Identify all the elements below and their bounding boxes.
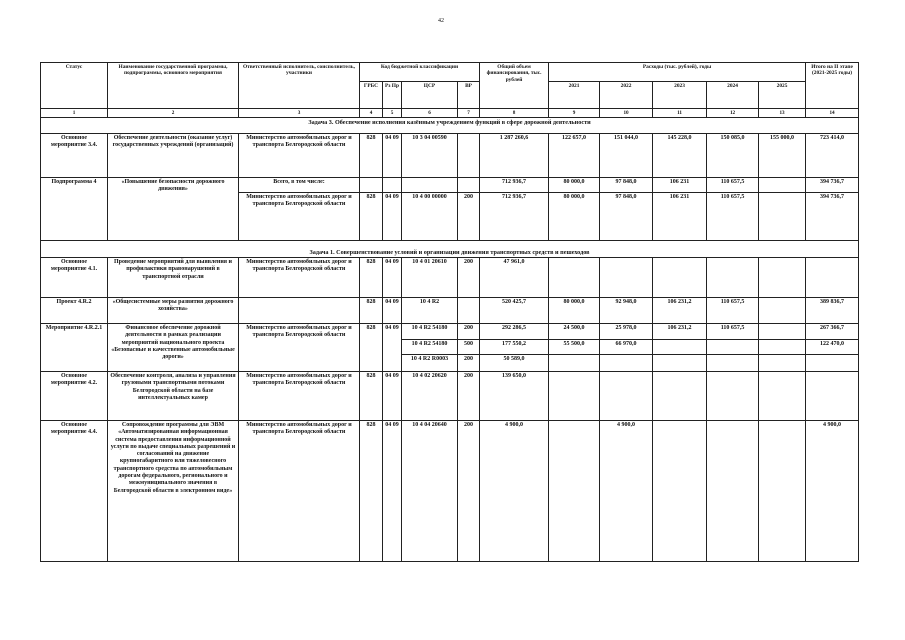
row-status: Основное мероприятие 4.2.: [41, 372, 108, 421]
row-status: Основное мероприятие 4.4.: [41, 421, 108, 562]
page-number: 42: [438, 18, 444, 24]
table-row: [41, 258, 859, 298]
row-2023: 106 231,2: [653, 298, 707, 324]
header-2023: 2023: [653, 82, 707, 109]
row-rzpr: 04 09: [383, 193, 402, 241]
header-2024: 2024: [707, 82, 759, 109]
row-2022: 151 044,0: [600, 134, 653, 178]
header-grbs: ГРБС: [360, 82, 383, 109]
table-row: [41, 421, 859, 562]
header-csr: ЦСР: [402, 82, 458, 109]
table-row: [41, 372, 859, 421]
row-vr: [458, 134, 480, 178]
row-rzpr: 04 09: [383, 258, 402, 298]
row-executor: Министерство автомобильных дорог и транспорта Белгородской области: [239, 324, 360, 372]
header-expenses: Расходы (тыс. рублей), годы: [549, 63, 806, 82]
col-number: 6: [402, 109, 458, 118]
row-vr: 200: [458, 193, 480, 241]
row-grbs: 828: [360, 134, 383, 178]
row-vr: 200: [458, 258, 480, 298]
column-numbers-row: [41, 109, 859, 118]
row-2024: 110 657,5: [707, 178, 759, 193]
row-2021: 80 000,0: [549, 193, 600, 241]
table-row: [41, 134, 859, 178]
row-2023: 145 228,0: [653, 134, 707, 178]
row-total: 292 286,5: [480, 324, 549, 340]
col-number: 13: [759, 109, 806, 118]
task-row: [41, 241, 859, 258]
row-grbs: 828: [360, 258, 383, 298]
col-number: 10: [600, 109, 653, 118]
row-name: «Повышение безопасности дорожного движения»: [108, 178, 239, 241]
row-grbs: 828: [360, 372, 383, 421]
table-row: [41, 298, 859, 324]
row-total: 4 900,0: [480, 421, 549, 562]
row-stage-total: 723 414,0: [806, 134, 859, 178]
col-number: 8: [480, 109, 549, 118]
row-vr: 200: [458, 421, 480, 562]
row-rzpr: 04 09: [383, 324, 402, 372]
row-rzpr: 04 09: [383, 372, 402, 421]
row-2022: 92 948,0: [600, 298, 653, 324]
row-name: Обеспечение контроля, анализа и управления грузовыми транспортными потоками Белгородской области на базе интеллектуальных камер: [108, 372, 239, 421]
row-vr: 200: [458, 324, 480, 340]
row-name: Проведение мероприятий для выявления и профилактики правонарушений в транспортной отрасли: [108, 258, 239, 298]
row-2024: 110 657,5: [707, 324, 759, 340]
row-2022: 4 900,0: [600, 421, 653, 562]
table-row: [41, 178, 859, 193]
row-executor: Министерство автомобильных дорог и транспорта Белгородской области: [239, 372, 360, 421]
row-grbs: 828: [360, 421, 383, 562]
row-stage-total: 394 736,7: [806, 193, 859, 241]
col-number: 2: [108, 109, 239, 118]
row-2024: 110 657,5: [707, 193, 759, 241]
row-stage-total: 267 366,7: [806, 324, 859, 340]
row-status: Мероприятие 4.R.2.1: [41, 324, 108, 372]
row-2022: 97 848,0: [600, 178, 653, 193]
col-number: 11: [653, 109, 707, 118]
row-csr: 10 4 R2 54180: [402, 324, 458, 340]
row-total: 712 936,7: [480, 193, 549, 241]
row-csr: 10 4 02 20620: [402, 372, 458, 421]
header-executor: Ответственный исполнитель, соисполнитель, участники: [239, 63, 360, 109]
row-2024: 150 085,0: [707, 134, 759, 178]
row-csr: 10 4 R2 54180: [402, 340, 458, 355]
row-csr: 10 4 01 20610: [402, 258, 458, 298]
row-status: Подпрограмма 4: [41, 178, 108, 241]
header-2021: 2021: [549, 82, 600, 109]
row-total: 50 589,0: [480, 355, 549, 372]
header-name: Наименование государственной программы, подпрограммы, основного мероприятия: [108, 63, 239, 109]
row-csr: 10 4 R2 R0003: [402, 355, 458, 372]
row-2023: 106 231,2: [653, 324, 707, 340]
task-3-title: Задача 3. Обеспечение исполнения казённым учреждением функций в сфере дорожной деятельности: [41, 118, 859, 134]
row-stage-total: 4 900,0: [806, 421, 859, 562]
row-stage-total: 389 836,7: [806, 298, 859, 324]
row-vr: 500: [458, 340, 480, 355]
header-budget-code: Код бюджетной классификации: [360, 63, 480, 82]
row-2022: 66 970,0: [600, 340, 653, 355]
col-number: 14: [806, 109, 859, 118]
row-executor: Всего, в том числе:: [239, 178, 360, 193]
row-name: Сопровождение программы для ЭВМ «Автоматизированная информационная система предоставления информационной услуги по выдаче специальных разрешений и согласований на движение крупногабаритного или тяжеловесного транспортного средства по автомобильным дорогам федерального, регионального и межмуниципального значения в Белгородской области в электронном виде»: [108, 421, 239, 562]
header-2025: 2025: [759, 82, 806, 109]
row-name: «Общесистемные меры развития дорожного хозяйства»: [108, 298, 239, 324]
row-2021: 80 000,0: [549, 178, 600, 193]
row-executor: Министерство автомобильных дорог и транспорта Белгородской области: [239, 134, 360, 178]
row-executor: Министерство автомобильных дорог и транспорта Белгородской области: [239, 193, 360, 241]
row-vr: 200: [458, 372, 480, 421]
col-number: 9: [549, 109, 600, 118]
row-2023: 106 231: [653, 178, 707, 193]
row-csr: 10 4 00 00000: [402, 193, 458, 241]
row-csr: 10 4 R2: [402, 298, 458, 324]
col-number: 3: [239, 109, 360, 118]
row-2023: 106 231: [653, 193, 707, 241]
row-rzpr: 04 09: [383, 298, 402, 324]
row-csr: 10 4 04 20640: [402, 421, 458, 562]
row-stage-total: 394 736,7: [806, 178, 859, 193]
col-number: 12: [707, 109, 759, 118]
header-vr: ВР: [458, 82, 480, 109]
header-status: Статус: [41, 63, 108, 109]
row-2025: 155 000,0: [759, 134, 806, 178]
row-total: 139 650,0: [480, 372, 549, 421]
row-executor: Министерство автомобильных дорог и транспорта Белгородской области: [239, 421, 360, 562]
row-grbs: 828: [360, 193, 383, 241]
row-grbs: 828: [360, 298, 383, 324]
table-row: [41, 324, 859, 340]
row-csr: 10 3 04 00590: [402, 134, 458, 178]
task-row: [41, 118, 859, 134]
row-name: Финансовое обеспечение дорожной деятельности в рамках реализации мероприятий национального проекта «Безопасные и качественные автомобильные дороги»: [108, 324, 239, 372]
row-2022: 25 978,0: [600, 324, 653, 340]
row-2024: 110 657,5: [707, 298, 759, 324]
row-total: 177 550,2: [480, 340, 549, 355]
row-status: Проект 4.R.2: [41, 298, 108, 324]
row-vr: 200: [458, 355, 480, 372]
col-number: 7: [458, 109, 480, 118]
row-total: 1 287 260,6: [480, 134, 549, 178]
row-status: Основное мероприятие 4.1.: [41, 258, 108, 298]
row-2021: 80 000,0: [549, 298, 600, 324]
row-2022: 97 848,0: [600, 193, 653, 241]
row-total: 520 425,7: [480, 298, 549, 324]
row-executor: Министерство автомобильных дорог и транспорта Белгородской области: [239, 258, 360, 298]
row-2021: 122 657,0: [549, 134, 600, 178]
row-total: 47 961,0: [480, 258, 549, 298]
header-row: [41, 63, 859, 82]
header-rzpr: Рз Пр: [383, 82, 402, 109]
header-2022: 2022: [600, 82, 653, 109]
row-total: 712 936,7: [480, 178, 549, 193]
header-total-volume: Общий объем финансирования, тыс. рублей: [480, 63, 549, 109]
col-number: 4: [360, 109, 383, 118]
row-name: Обеспечение деятельности (оказание услуг) государственных учреждений (организаций): [108, 134, 239, 178]
row-rzpr: 04 09: [383, 421, 402, 562]
row-status: Основное мероприятие 3.4.: [41, 134, 108, 178]
row-stage-total: 122 470,0: [806, 340, 859, 355]
col-number: 5: [383, 109, 402, 118]
col-number: 1: [41, 109, 108, 118]
row-rzpr: 04 09: [383, 134, 402, 178]
row-2021: 24 500,0: [549, 324, 600, 340]
header-total-stage: Итого на II этапе (2021-2025 годы): [806, 63, 859, 109]
row-grbs: 828: [360, 324, 383, 372]
task-1-title: Задача 1. Совершенствование условий и организации движения транспортных средств и пешеходов: [41, 241, 859, 258]
financing-table: [40, 62, 859, 562]
row-2021: 55 500,0: [549, 340, 600, 355]
